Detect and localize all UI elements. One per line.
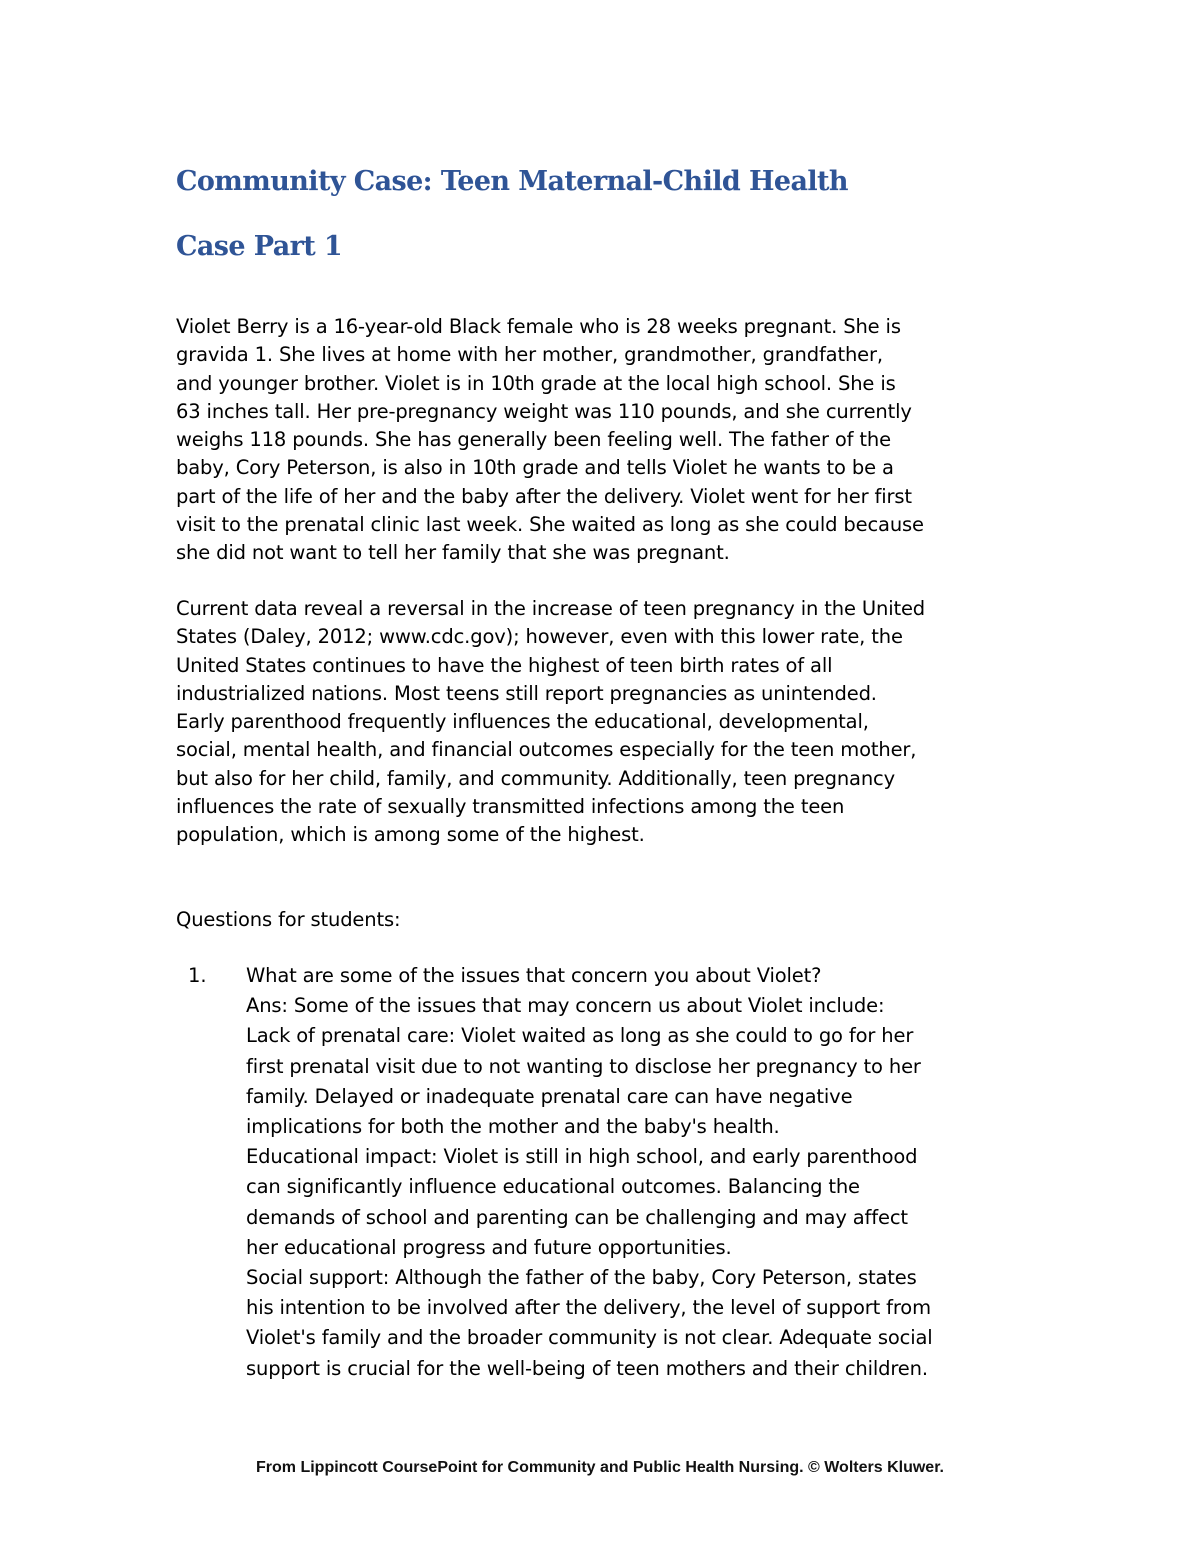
paragraph-line: but also for her child, family, and community. Additionally, teen pregnancy [176,766,896,790]
paragraph-line: social, mental health, and financial outcomes especially for the teen mother, [176,738,917,762]
paragraph-line: 63 inches tall. Her pre-pregnancy weight was 110 pounds, and she currently [176,399,912,423]
paragraph-line: Violet Berry is a 16-year-old Black female who is 28 weeks pregnant. She is [176,315,901,338]
paragraph-line: she did not want to tell her family that she was pregnant. [176,541,730,565]
answer-line: support is crucial for the well-being of teen mothers and their children. [246,1356,928,1380]
paragraph-line: part of the life of her and the baby after the delivery. Violet went for her first [176,484,912,508]
paragraph-line: industrialized nations. Most teens still report pregnancies as unintended. [176,681,877,705]
answer-line: demands of school and parenting can be challenging and may affect [246,1205,908,1229]
questions-label: Questions for students: [176,908,401,931]
paragraph-line: baby, Cory Peterson, is also in 10th grade and tells Violet he wants to be a [176,456,894,480]
case-intro-paragraph [176,313,1056,568]
question-item [176,961,1076,1384]
answer-line: Ans: Some of the issues that may concern us about Violet include: [246,994,885,1018]
question-text: What are some of the issues that concern you about Violet? [246,964,822,987]
paragraph-line: Current data reveal a reversal in the increase of teen pregnancy in the United [176,597,926,620]
answer-line: Violet's family and the broader community is not clear. Adequate social [246,1326,933,1350]
page-footer: From Lippincott CoursePoint for Community and Public Health Nursing. © Wolters Kluwer. [256,1459,944,1476]
paragraph-line: weighs 118 pounds. She has generally been feeling well. The father of the [176,428,891,452]
answer-line: Social support: Although the father of the baby, Cory Peterson, states [246,1266,917,1290]
paragraph-line: States (Daley, 2012; www.cdc.gov); however, even with this lower rate, the [176,625,903,649]
answer-line: family. Delayed or inadequate prenatal care can have negative [246,1084,853,1108]
answer-line: Lack of prenatal care: Violet waited as long as she could to go for her [246,1024,914,1048]
current-data-paragraph [176,595,1056,850]
paragraph-line: gravida 1. She lives at home with her mother, grandmother, grandfather, [176,343,883,367]
question-body [246,961,1076,1384]
questions-list [176,961,1076,1384]
case-part-heading: Case Part 1 [176,231,343,262]
answer-line: first prenatal visit due to not wanting to disclose her pregnancy to her [246,1054,921,1078]
answer-line: his intention to be involved after the delivery, the level of support from [246,1296,931,1320]
paragraph-line: United States continues to have the highest of teen birth rates of all [176,653,833,677]
paragraph-line: population, which is among some of the highest. [176,823,645,847]
paragraph-line: influences the rate of sexually transmitted infections among the teen [176,795,845,819]
paragraph-line: Early parenthood frequently influences the educational, developmental, [176,710,869,734]
paragraph-line: and younger brother. Violet is in 10th grade at the local high school. She is [176,371,896,395]
answer-line: her educational progress and future opportunities. [246,1235,732,1259]
answer-line: implications for both the mother and the baby's health. [246,1115,780,1139]
answer-line: can significantly influence educational outcomes. Balancing the [246,1175,860,1199]
answer-line: Educational impact: Violet is still in high school, and early parenthood [246,1145,918,1169]
document-title: Community Case: Teen Maternal-Child Health [176,166,848,197]
paragraph-line: visit to the prenatal clinic last week. She waited as long as she could because [176,513,924,537]
question-number: 1. [188,964,207,987]
